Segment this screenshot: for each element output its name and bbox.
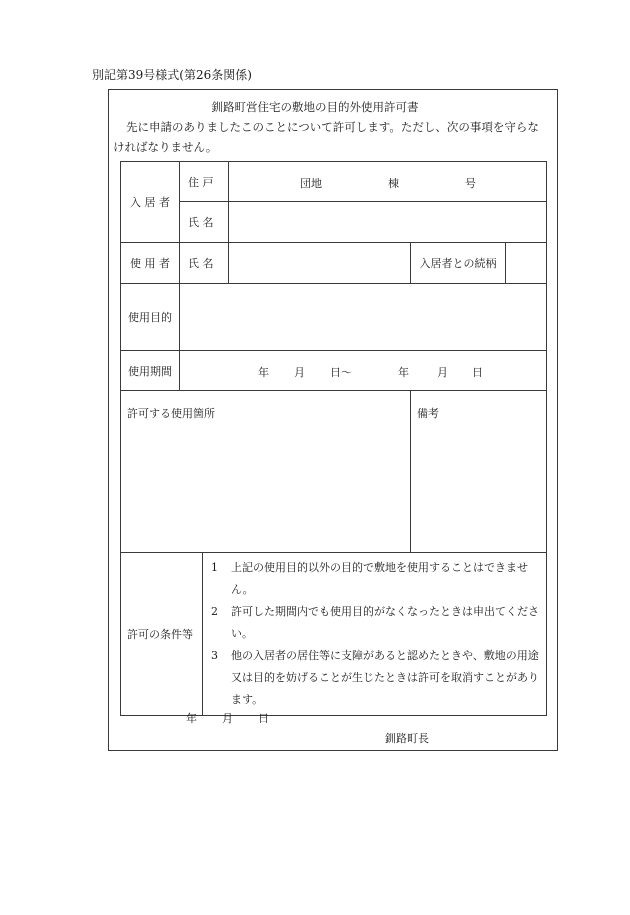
- user-name-label: 氏 名: [188, 257, 214, 270]
- period-start-month: 月: [294, 365, 305, 379]
- condition-item: [211, 601, 542, 645]
- intro-line-1: 先に申請のありましたこのことについて許可します。ただし、次の事項を守らな: [126, 120, 539, 134]
- intro-line-2: ければなりません。: [113, 140, 218, 154]
- location-label: 許可する使用箇所: [127, 407, 215, 420]
- period-label: 使用期間: [128, 364, 172, 378]
- relation-label: 入居者との続柄: [419, 257, 497, 270]
- resident-label: 入 居 者: [130, 196, 170, 209]
- conditions-list: [203, 553, 547, 716]
- condition-item: [211, 645, 542, 711]
- tou-label: 棟: [388, 176, 399, 190]
- issue-year: 年: [186, 712, 197, 725]
- resident-name-label: 氏 名: [188, 216, 214, 229]
- issue-month: 月: [222, 712, 233, 725]
- condition-text: 上記の使用目的以外の目的で敷地を使用することはできません。: [231, 561, 528, 596]
- user-label: 使 用 者: [130, 257, 170, 270]
- period-end-month: 月: [437, 365, 448, 379]
- address-field[interactable]: [229, 162, 547, 202]
- resident-name-label-cell: [180, 202, 229, 243]
- address-label-cell: [180, 162, 229, 202]
- location-field[interactable]: [121, 391, 411, 553]
- issue-day: 日: [258, 712, 269, 725]
- form-number: 別記第39号様式(第26条関係): [92, 68, 252, 82]
- document-title: 釧路町営住宅の敷地の目的外使用許可書: [211, 100, 419, 114]
- resident-name-field[interactable]: [229, 202, 547, 243]
- condition-text: 他の入居者の居住等に支障があると認めたときや、敷地の用途又は目的を妨げることが生じたときは許可を取消すことがあります。: [231, 649, 539, 706]
- purpose-label: 使用目的: [128, 311, 172, 324]
- gou-label: 号: [465, 176, 476, 190]
- period-field[interactable]: [180, 351, 547, 391]
- conditions-label: 許可の条件等: [127, 628, 193, 641]
- condition-text: 許可した期間内でも使用目的がなくなったときは申出てください。: [231, 605, 539, 640]
- permit-table: [120, 161, 547, 716]
- issuer-name: 釧路町長: [385, 732, 429, 745]
- condition-number: 3: [211, 649, 218, 662]
- period-label-cell: [121, 351, 180, 391]
- relation-field[interactable]: [506, 243, 547, 284]
- period-start-year: 年: [258, 365, 269, 379]
- condition-number: 1: [211, 561, 218, 574]
- remarks-label: 備考: [417, 407, 439, 420]
- condition-item: [211, 557, 542, 601]
- resident-label-cell: [121, 162, 180, 243]
- conditions-label-cell: [121, 553, 203, 716]
- address-label: 住 戸: [188, 175, 214, 189]
- period-end-year: 年: [398, 365, 409, 379]
- period-start-day: 日〜: [330, 365, 352, 379]
- remarks-field[interactable]: [411, 391, 547, 553]
- condition-number: 2: [211, 605, 218, 618]
- user-name-label-cell: [180, 243, 229, 284]
- purpose-field[interactable]: [180, 284, 547, 351]
- danchi-label: 団地: [300, 176, 322, 190]
- user-label-cell: [121, 243, 180, 284]
- period-end-day: 日: [472, 365, 483, 379]
- relation-label-cell: [411, 243, 506, 284]
- user-name-field[interactable]: [229, 243, 411, 284]
- purpose-label-cell: [121, 284, 180, 351]
